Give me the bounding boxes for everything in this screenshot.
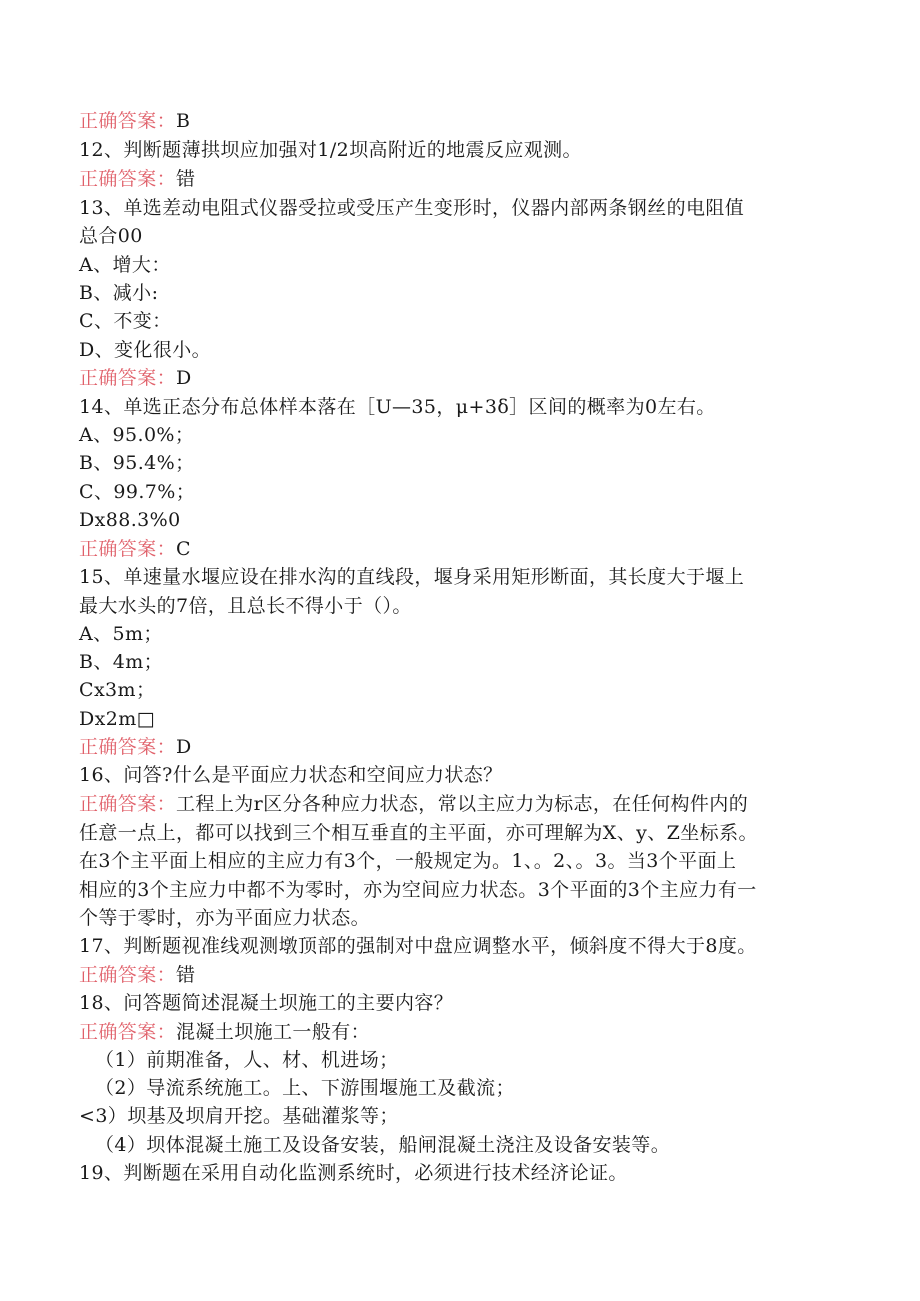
answer-value: 错 <box>176 168 196 190</box>
text-line: B、减小: <box>79 282 159 304</box>
answer-value: B <box>176 110 191 132</box>
text-line: 12、判断题薄拱坝应加强对1/2坝高附近的地震反应观测。 <box>79 139 582 161</box>
text-line: 总合00 <box>79 225 143 247</box>
text-line: A、5m； <box>79 623 163 645</box>
text-line: C、不变： <box>79 310 172 332</box>
text-line: D、变化很小。 <box>79 339 212 361</box>
text-line: B、95.4%； <box>79 452 195 474</box>
answer-label: 正确答案： <box>79 793 177 815</box>
text-line: 任意一点上，都可以找到三个相互垂直的主平面，亦可理解为X、y、Z坐标系。 <box>79 822 758 844</box>
text-line: Dx88.3%0 <box>79 509 181 531</box>
text-line: 17、判断题视准线观测墩顶部的强制对中盘应调整水平，倾斜度不得大于8度。 <box>79 935 757 957</box>
answer-line <box>79 790 859 818</box>
text-line: 15、单速量水堰应设在排水沟的直线段，堰身采用矩形断面，其长度大于堰上 <box>79 566 745 588</box>
answer-line <box>79 165 859 193</box>
text-line: A、增大： <box>79 254 171 276</box>
text-line: 个等于零时，亦为平面应力状态。 <box>79 907 371 929</box>
answer-line <box>79 1018 859 1046</box>
answer-label: 正确答案： <box>79 367 177 389</box>
text-line: 13、单选差动电阻式仪器受拉或受压产生变形时，仪器内部两条钢丝的电阻值 <box>79 197 745 219</box>
text-line: （1）前期准备，人、材、机进场； <box>95 1049 399 1071</box>
answer-value: D <box>176 367 192 389</box>
answer-line <box>79 733 859 761</box>
text-line: Dx2m□ <box>79 708 156 730</box>
text-line: A、95.0%； <box>79 424 195 446</box>
text-line: <3）坝基及坝肩开挖。基础灌浆等； <box>79 1105 399 1127</box>
answer-value: 混凝土坝施工一般有： <box>176 1021 371 1043</box>
answer-label: 正确答案： <box>79 964 177 986</box>
text-line: （4）坝体混凝土施工及设备安装，船闸混凝土浇注及设备安装等。 <box>95 1134 671 1156</box>
answer-value: 工程上为r区分各种应力状态，常以主应力为标志，在任何构件内的 <box>176 793 749 815</box>
answer-line <box>79 364 859 392</box>
answer-line <box>79 535 859 563</box>
answer-value: C <box>176 538 191 560</box>
text-line: 16、问答?什么是平面应力状态和空间应力状态？ <box>79 764 503 786</box>
text-line: （2）导流系统施工。上、下游围堰施工及截流； <box>95 1077 515 1099</box>
text-line: Cx3m； <box>79 679 156 701</box>
answer-label: 正确答案： <box>79 110 177 132</box>
text-line: 在3个主平面上相应的主应力有3个，一般规定为。1、。2、。3。当3个平面上 <box>79 850 737 872</box>
answer-label: 正确答案： <box>79 736 177 758</box>
answer-value: 错 <box>176 964 196 986</box>
text-line: C、99.7%； <box>79 481 196 503</box>
text-line: 14、单选正态分布总体样本落在［U—35，μ+3δ］区间的概率为0左右。 <box>79 396 716 418</box>
answer-value: D <box>176 736 192 758</box>
answer-label: 正确答案： <box>79 538 177 560</box>
text-line: 19、判断题在采用自动化监测系统时，必须进行技术经济论证。 <box>79 1162 628 1184</box>
text-line: 最大水头的7倍，且总长不得小于（）。 <box>79 595 412 617</box>
answer-label: 正确答案： <box>79 1021 177 1043</box>
answer-line <box>79 961 859 989</box>
text-line: 18、问答题简述混凝土坝施工的主要内容？ <box>79 992 454 1014</box>
text-line: B、4m； <box>79 651 164 673</box>
answer-label: 正确答案： <box>79 168 177 190</box>
answer-line <box>79 107 859 135</box>
text-line: 相应的3个主应力中都不为零时，亦为空间应力状态。3个平面的3个主应力有一 <box>79 879 757 901</box>
